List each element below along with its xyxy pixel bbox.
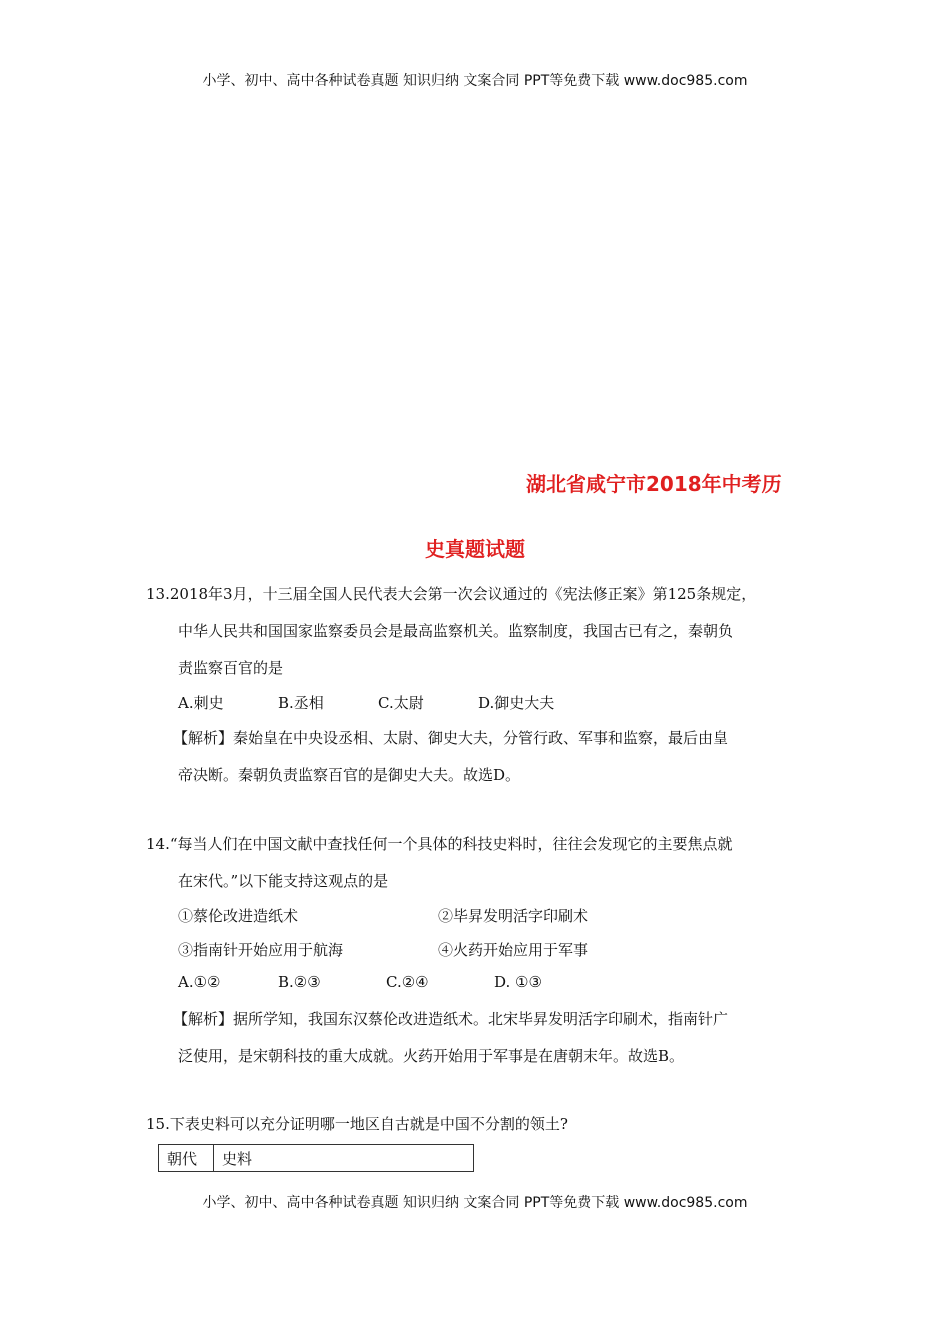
q14-item-1: ①蔡伦改进造纸术 [178, 907, 299, 925]
footer-banner: 小学、初中、高中各种试卷真题 知识归纳 文案合同 PPT等免费下载 www.doc985.com [202, 1195, 748, 1211]
q14-option-c: C.②④ [386, 973, 429, 991]
q14-item-3: ③指南针开始应用于航海 [178, 941, 344, 959]
q14-item-2: ②毕昇发明活字印刷术 [438, 907, 589, 925]
table-header-dynasty: 朝代 [159, 1145, 214, 1172]
q14-analysis-line1: 【解析】据所学知，我国东汉蔡伦改进造纸术。北宋毕昇发明活字印刷术，指南针广 [173, 1010, 729, 1028]
q15-source-table [158, 1144, 474, 1172]
q13-stem-line2: 中华人民共和国国家监察委员会是最高监察机关。监察制度，我国古已有之，秦朝负 [178, 622, 734, 640]
q14-option-d: D. ①③ [494, 973, 542, 991]
q14-option-b: B.②③ [278, 973, 321, 991]
document-title-line2: 史真题试题 [425, 537, 525, 561]
q13-analysis-line2: 帝决断。秦朝负责监察百官的是御史大夫。故选D。 [178, 766, 521, 784]
q13-stem-line1: 13.2018年3月，十三届全国人民代表大会第一次会议通过的《宪法修正案》第125条规定， [146, 585, 757, 603]
q13-analysis-line1: 【解析】秦始皇在中央设丞相、太尉、御史大夫，分管行政、军事和监察，最后由皇 [173, 729, 729, 747]
q14-stem-line2: 在宋代。”以下能支持这观点的是 [178, 872, 389, 890]
table-header-row [159, 1145, 474, 1172]
document-title-line1: 湖北省咸宁市2018年中考历 [526, 472, 782, 496]
q13-option-c: C.太尉 [378, 694, 424, 712]
q14-analysis-line2: 泛使用，是宋朝科技的重大成就。火药开始用于军事是在唐朝末年。故选B。 [178, 1047, 685, 1065]
q14-option-a: A.①② [178, 973, 221, 991]
table-header-source: 史料 [214, 1145, 474, 1172]
q13-option-b: B.丞相 [278, 694, 324, 712]
header-banner: 小学、初中、高中各种试卷真题 知识归纳 文案合同 PPT等免费下载 www.doc985.com [202, 73, 748, 89]
q14-item-4: ④火药开始应用于军事 [438, 941, 589, 959]
q13-option-d: D.御史大夫 [478, 694, 555, 712]
q13-option-a: A.刺史 [178, 694, 224, 712]
q15-stem: 15.下表史料可以充分证明哪一地区自古就是中国不分割的领土? [146, 1115, 568, 1133]
q14-stem-line1: 14.“每当人们在中国文献中查找任何一个具体的科技史料时，往往会发现它的主要焦点就 [146, 835, 733, 853]
q13-stem-line3: 责监察百官的是 [178, 659, 284, 677]
